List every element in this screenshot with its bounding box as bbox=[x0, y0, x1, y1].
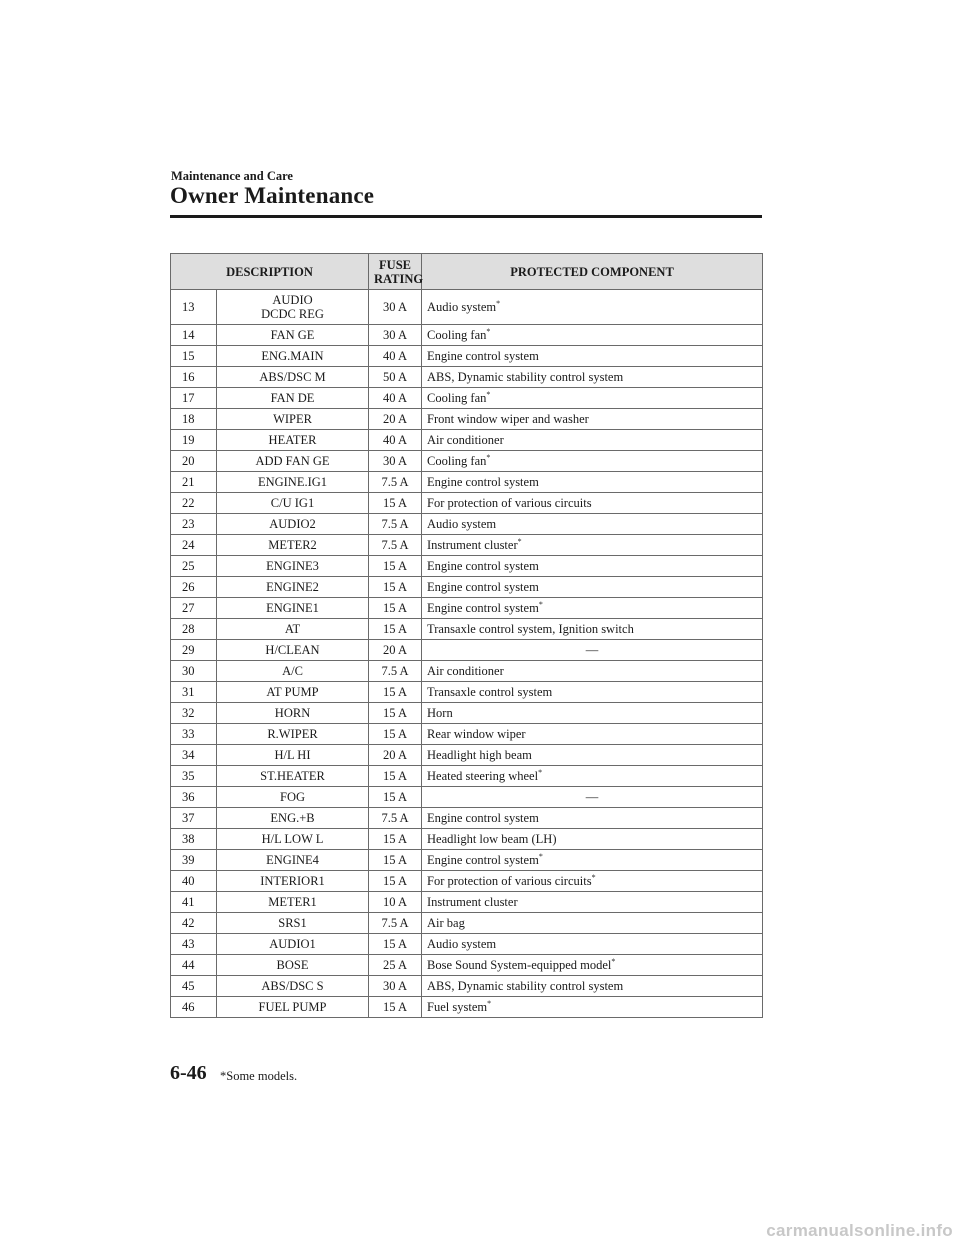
table-row bbox=[171, 997, 763, 1018]
protected-component bbox=[422, 409, 763, 430]
component-text: Air conditioner bbox=[427, 433, 504, 447]
fuse-rating: 7.5 A bbox=[369, 808, 422, 829]
protected-component bbox=[422, 472, 763, 493]
protected-component bbox=[422, 787, 763, 808]
protected-component bbox=[422, 976, 763, 997]
fuse-rating: 30 A bbox=[369, 325, 422, 346]
fuse-rating: 10 A bbox=[369, 892, 422, 913]
fuse-number: 44 bbox=[171, 955, 217, 976]
protected-component bbox=[422, 325, 763, 346]
table-row bbox=[171, 703, 763, 724]
fuse-description: ENGINE.IG1 bbox=[217, 472, 369, 493]
protected-component bbox=[422, 724, 763, 745]
fuse-number: 28 bbox=[171, 619, 217, 640]
fuse-number: 14 bbox=[171, 325, 217, 346]
fuse-rating: 15 A bbox=[369, 871, 422, 892]
table-row bbox=[171, 745, 763, 766]
fuse-number: 35 bbox=[171, 766, 217, 787]
fuse-rating: 15 A bbox=[369, 598, 422, 619]
protected-component bbox=[422, 955, 763, 976]
component-text: ABS, Dynamic stability control system bbox=[427, 370, 624, 384]
fuse-rating: 20 A bbox=[369, 745, 422, 766]
fuse-description: ENGINE1 bbox=[217, 598, 369, 619]
fuse-description: C/U IG1 bbox=[217, 493, 369, 514]
table-row bbox=[171, 682, 763, 703]
fuse-description: AT PUMP bbox=[217, 682, 369, 703]
table-row bbox=[171, 934, 763, 955]
fuse-rating: 40 A bbox=[369, 346, 422, 367]
fuse-description: ENGINE4 bbox=[217, 850, 369, 871]
some-models-mark: * bbox=[486, 453, 491, 462]
component-text: Air conditioner bbox=[427, 664, 504, 678]
some-models-mark: * bbox=[486, 327, 491, 336]
component-text: ― bbox=[585, 643, 599, 657]
protected-component bbox=[422, 661, 763, 682]
table-row bbox=[171, 367, 763, 388]
fuse-description: ENGINE2 bbox=[217, 577, 369, 598]
component-text: Engine control system bbox=[427, 601, 539, 615]
fuse-rating: 20 A bbox=[369, 409, 422, 430]
protected-component bbox=[422, 808, 763, 829]
table-row bbox=[171, 290, 763, 325]
fuse-number: 33 bbox=[171, 724, 217, 745]
fuse-description: SRS1 bbox=[217, 913, 369, 934]
fuse-number: 42 bbox=[171, 913, 217, 934]
fuse-number: 37 bbox=[171, 808, 217, 829]
component-text: For protection of various circuits bbox=[427, 874, 592, 888]
component-text: ABS, Dynamic stability control system bbox=[427, 979, 624, 993]
fuse-description: ENG.+B bbox=[217, 808, 369, 829]
some-models-mark: * bbox=[496, 299, 501, 308]
fuse-rating: 30 A bbox=[369, 451, 422, 472]
fuse-number: 17 bbox=[171, 388, 217, 409]
fuse-description: ST.HEATER bbox=[217, 766, 369, 787]
fuse-number: 34 bbox=[171, 745, 217, 766]
fuse-description: FAN DE bbox=[217, 388, 369, 409]
fuse-number: 29 bbox=[171, 640, 217, 661]
component-text: Cooling fan bbox=[427, 391, 487, 405]
fuse-number: 43 bbox=[171, 934, 217, 955]
fuse-table bbox=[170, 253, 763, 1018]
some-models-mark: * bbox=[538, 600, 543, 609]
fuse-number: 22 bbox=[171, 493, 217, 514]
protected-component bbox=[422, 682, 763, 703]
fuse-description: ENG.MAIN bbox=[217, 346, 369, 367]
fuse-description: H/L LOW L bbox=[217, 829, 369, 850]
protected-component bbox=[422, 451, 763, 472]
fuse-number: 21 bbox=[171, 472, 217, 493]
fuse-rating: 25 A bbox=[369, 955, 422, 976]
fuse-number: 46 bbox=[171, 997, 217, 1018]
fuse-description: ADD FAN GE bbox=[217, 451, 369, 472]
some-models-mark: * bbox=[591, 873, 596, 882]
some-models-mark: * bbox=[611, 957, 616, 966]
some-models-mark: * bbox=[487, 999, 492, 1008]
fuse-rating: 7.5 A bbox=[369, 514, 422, 535]
fuse-number: 25 bbox=[171, 556, 217, 577]
fuse-description: INTERIOR1 bbox=[217, 871, 369, 892]
fuse-number: 41 bbox=[171, 892, 217, 913]
table-row bbox=[171, 829, 763, 850]
page-number: 6-46 bbox=[170, 1062, 207, 1084]
fuse-rating: 7.5 A bbox=[369, 661, 422, 682]
fuse-description: FAN GE bbox=[217, 325, 369, 346]
component-text: Bose Sound System-equipped model bbox=[427, 958, 612, 972]
table-row bbox=[171, 577, 763, 598]
component-text: Air bag bbox=[427, 916, 465, 930]
protected-component bbox=[422, 745, 763, 766]
protected-component bbox=[422, 577, 763, 598]
protected-component bbox=[422, 703, 763, 724]
fuse-number: 23 bbox=[171, 514, 217, 535]
fuse-number: 31 bbox=[171, 682, 217, 703]
table-header-row bbox=[171, 254, 763, 290]
fuse-number: 13 bbox=[171, 290, 217, 325]
fuse-rating: 15 A bbox=[369, 556, 422, 577]
fuse-rating: 40 A bbox=[369, 430, 422, 451]
protected-component bbox=[422, 913, 763, 934]
fuse-description: HEATER bbox=[217, 430, 369, 451]
table-row bbox=[171, 850, 763, 871]
fuse-rating: 15 A bbox=[369, 997, 422, 1018]
table-row bbox=[171, 388, 763, 409]
protected-component bbox=[422, 493, 763, 514]
header-protected-component: PROTECTED COMPONENT bbox=[422, 254, 763, 290]
fuse-rating: 15 A bbox=[369, 619, 422, 640]
protected-component bbox=[422, 514, 763, 535]
table-row bbox=[171, 955, 763, 976]
table-row bbox=[171, 514, 763, 535]
table-row bbox=[171, 871, 763, 892]
fuse-rating: 15 A bbox=[369, 724, 422, 745]
table-row bbox=[171, 892, 763, 913]
fuse-rating: 20 A bbox=[369, 640, 422, 661]
table-row bbox=[171, 724, 763, 745]
fuse-rating: 15 A bbox=[369, 850, 422, 871]
fuse-rating: 30 A bbox=[369, 976, 422, 997]
component-text: Transaxle control system bbox=[427, 685, 553, 699]
section-label: Maintenance and Care bbox=[171, 169, 293, 183]
title-rule bbox=[170, 215, 762, 218]
fuse-rating: 15 A bbox=[369, 829, 422, 850]
fuse-number: 15 bbox=[171, 346, 217, 367]
component-text: ― bbox=[585, 790, 599, 804]
fuse-description: BOSE bbox=[217, 955, 369, 976]
component-text: Rear window wiper bbox=[427, 727, 526, 741]
table-row bbox=[171, 976, 763, 997]
component-text: Audio system bbox=[427, 517, 497, 531]
component-text: Instrument cluster bbox=[427, 538, 518, 552]
fuse-number: 32 bbox=[171, 703, 217, 724]
some-models-mark: * bbox=[538, 768, 543, 777]
fuse-description: H/L HI bbox=[217, 745, 369, 766]
fuse-number: 36 bbox=[171, 787, 217, 808]
protected-component bbox=[422, 934, 763, 955]
fuse-description: ENGINE3 bbox=[217, 556, 369, 577]
header-fuse-rating bbox=[369, 254, 422, 290]
fuse-rating: 30 A bbox=[369, 290, 422, 325]
fuse-number: 39 bbox=[171, 850, 217, 871]
component-text: Transaxle control system, Ignition switch bbox=[427, 622, 634, 636]
fuse-rating: 7.5 A bbox=[369, 472, 422, 493]
protected-component bbox=[422, 640, 763, 661]
component-text: Engine control system bbox=[427, 559, 539, 573]
protected-component bbox=[422, 619, 763, 640]
fuse-table-body bbox=[171, 290, 763, 1018]
component-text: Headlight high beam bbox=[427, 748, 532, 762]
fuse-description: H/CLEAN bbox=[217, 640, 369, 661]
protected-component bbox=[422, 850, 763, 871]
table-row bbox=[171, 640, 763, 661]
fuse-description: WIPER bbox=[217, 409, 369, 430]
component-text: Engine control system bbox=[427, 349, 539, 363]
table-row bbox=[171, 661, 763, 682]
fuse-description: HORN bbox=[217, 703, 369, 724]
fuse-rating: 15 A bbox=[369, 703, 422, 724]
fuse-description: AT bbox=[217, 619, 369, 640]
component-text: Audio system bbox=[427, 937, 497, 951]
fuse-description: FOG bbox=[217, 787, 369, 808]
fuse-rating: 7.5 A bbox=[369, 535, 422, 556]
fuse-number: 19 bbox=[171, 430, 217, 451]
protected-component bbox=[422, 829, 763, 850]
fuse-rating: 15 A bbox=[369, 577, 422, 598]
fuse-rating: 15 A bbox=[369, 682, 422, 703]
fuse-rating: 15 A bbox=[369, 787, 422, 808]
fuse-number: 16 bbox=[171, 367, 217, 388]
component-text: Front window wiper and washer bbox=[427, 412, 589, 426]
component-text: Horn bbox=[427, 706, 453, 720]
fuse-number: 40 bbox=[171, 871, 217, 892]
fuse-rating: 50 A bbox=[369, 367, 422, 388]
table-row bbox=[171, 325, 763, 346]
protected-component bbox=[422, 997, 763, 1018]
header-description: DESCRIPTION bbox=[171, 254, 369, 290]
fuse-description: METER1 bbox=[217, 892, 369, 913]
fuse-rating: 7.5 A bbox=[369, 913, 422, 934]
fuse-rating: 15 A bbox=[369, 766, 422, 787]
table-row bbox=[171, 787, 763, 808]
table-row bbox=[171, 619, 763, 640]
fuse-description: ABS/DSC S bbox=[217, 976, 369, 997]
fuse-description: R.WIPER bbox=[217, 724, 369, 745]
protected-component bbox=[422, 346, 763, 367]
fuse-description: AUDIO DCDC REG bbox=[217, 290, 369, 325]
fuse-description: METER2 bbox=[217, 535, 369, 556]
fuse-rating: 40 A bbox=[369, 388, 422, 409]
component-text: Engine control system bbox=[427, 853, 539, 867]
component-text: Cooling fan bbox=[427, 454, 487, 468]
fuse-number: 27 bbox=[171, 598, 217, 619]
fuse-number: 38 bbox=[171, 829, 217, 850]
protected-component bbox=[422, 367, 763, 388]
table-row bbox=[171, 409, 763, 430]
component-text: Engine control system bbox=[427, 580, 539, 594]
fuse-description: AUDIO1 bbox=[217, 934, 369, 955]
protected-component bbox=[422, 556, 763, 577]
table-row bbox=[171, 556, 763, 577]
fuse-description: FUEL PUMP bbox=[217, 997, 369, 1018]
fuse-description: AUDIO2 bbox=[217, 514, 369, 535]
protected-component bbox=[422, 871, 763, 892]
header-rating-line1: FUSE bbox=[379, 257, 411, 272]
protected-component bbox=[422, 388, 763, 409]
table-row bbox=[171, 472, 763, 493]
table-row bbox=[171, 598, 763, 619]
fuse-number: 20 bbox=[171, 451, 217, 472]
watermark: carmanualsonline.info bbox=[766, 1221, 953, 1240]
footnote: *Some models. bbox=[220, 1069, 298, 1083]
table-row bbox=[171, 766, 763, 787]
some-models-mark: * bbox=[538, 852, 543, 861]
component-text: Cooling fan bbox=[427, 328, 487, 342]
some-models-mark: * bbox=[517, 537, 522, 546]
protected-component bbox=[422, 892, 763, 913]
protected-component bbox=[422, 290, 763, 325]
table-row bbox=[171, 535, 763, 556]
component-text: Instrument cluster bbox=[427, 895, 518, 909]
fuse-number: 30 bbox=[171, 661, 217, 682]
header-rating-line2: RATING bbox=[374, 271, 424, 286]
fuse-number: 18 bbox=[171, 409, 217, 430]
protected-component bbox=[422, 535, 763, 556]
component-text: Audio system bbox=[427, 300, 497, 314]
fuse-rating: 15 A bbox=[369, 934, 422, 955]
component-text: Fuel system bbox=[427, 1000, 488, 1014]
table-row bbox=[171, 430, 763, 451]
component-text: For protection of various circuits bbox=[427, 496, 592, 510]
component-text: Engine control system bbox=[427, 475, 539, 489]
table-row bbox=[171, 493, 763, 514]
protected-component bbox=[422, 430, 763, 451]
table-row bbox=[171, 808, 763, 829]
table-row bbox=[171, 346, 763, 367]
table-row bbox=[171, 451, 763, 472]
protected-component bbox=[422, 766, 763, 787]
fuse-rating: 15 A bbox=[369, 493, 422, 514]
fuse-description: ABS/DSC M bbox=[217, 367, 369, 388]
fuse-number: 24 bbox=[171, 535, 217, 556]
component-text: Engine control system bbox=[427, 811, 539, 825]
component-text: Headlight low beam (LH) bbox=[427, 832, 557, 846]
page-title: Owner Maintenance bbox=[170, 183, 375, 208]
some-models-mark: * bbox=[486, 390, 491, 399]
fuse-description: A/C bbox=[217, 661, 369, 682]
protected-component bbox=[422, 598, 763, 619]
table-row bbox=[171, 913, 763, 934]
component-text: Heated steering wheel bbox=[427, 769, 539, 783]
fuse-number: 45 bbox=[171, 976, 217, 997]
fuse-number: 26 bbox=[171, 577, 217, 598]
